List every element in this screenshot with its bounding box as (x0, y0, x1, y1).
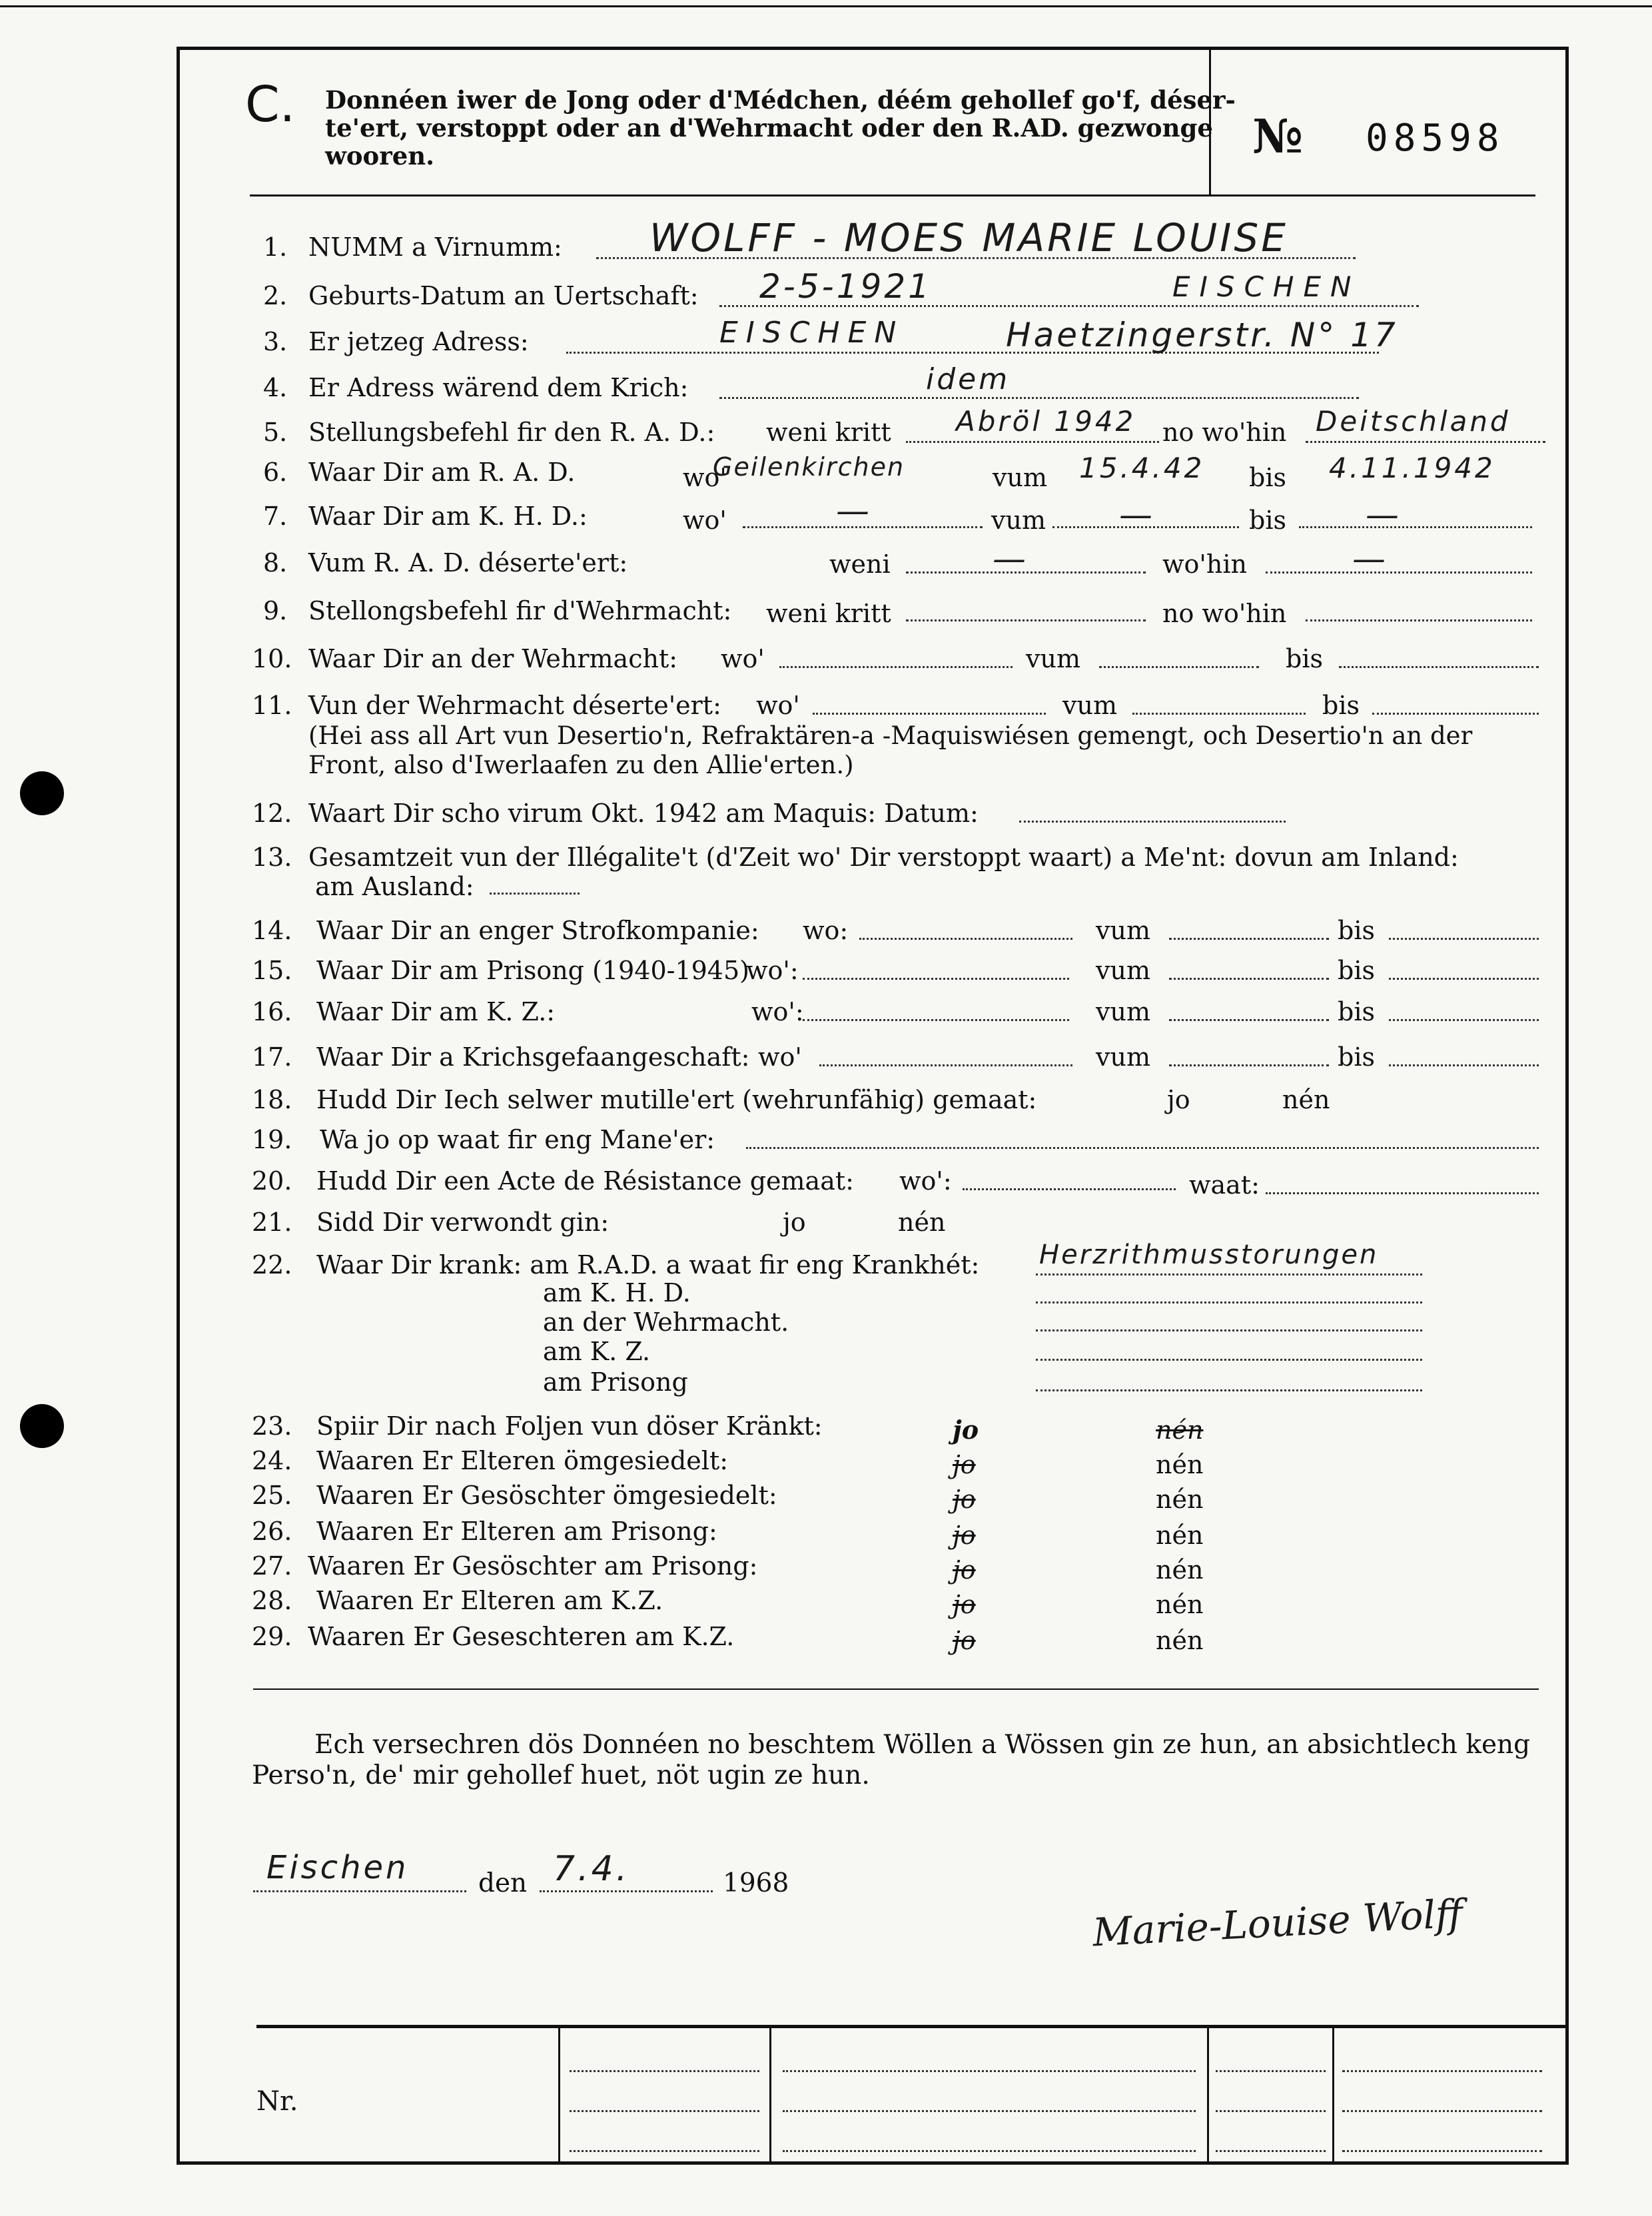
q20-number: 20. (252, 1166, 292, 1196)
q7-bis-label: bis (1249, 506, 1286, 535)
q17-bis-label: bis (1338, 1042, 1375, 1072)
q22-line-5 (1036, 1389, 1422, 1391)
q6-answer-from: 15.4.42 (1079, 452, 1205, 484)
q29-jo-option: jo (953, 1626, 976, 1655)
q21-nen-option: nén (898, 1208, 946, 1237)
q11-wo-line (813, 713, 1046, 715)
q8-number: 8. (263, 548, 288, 577)
q11-bis-label: bis (1322, 691, 1360, 720)
q9-number: 9. (263, 596, 288, 625)
q18-nen-option: nén (1282, 1085, 1330, 1114)
q19-number: 19. (252, 1125, 292, 1154)
q25-number: 25. (252, 1481, 292, 1510)
q16-bis-line (1389, 1019, 1539, 1021)
q11-vum-label: vum (1062, 691, 1117, 720)
q22-sub-kz: am K. Z. (543, 1337, 651, 1366)
signing-date-line (540, 1890, 713, 1892)
q10-vum-line (1099, 666, 1259, 668)
q17-number: 17. (252, 1042, 292, 1072)
q1-number: 1. (263, 232, 288, 262)
declaration-line2: Perso'n, de' mir gehollef huet, nöt ugin ze hun. (252, 1760, 870, 1790)
q25-jo-option: jo (953, 1485, 976, 1514)
q5-weni-label: weni kritt (766, 418, 891, 447)
footer-dot-3 (570, 2150, 759, 2152)
q2-answer-date: 2-5-1921 (759, 267, 932, 306)
q22-label: Waar Dir krank: am R.A.D. a waat fir eng Krankhét: (316, 1250, 980, 1280)
q21-jo-option: jo (783, 1208, 806, 1237)
q13-number: 13. (252, 843, 292, 872)
q19-label: Wa jo op waat fir eng Mane'er: (320, 1125, 715, 1154)
q15-label: Waar Dir am Prisong (1940-1945) (316, 956, 749, 985)
q20-label: Hudd Dir een Acte de Résistance gemaat: (316, 1166, 854, 1196)
q22-sub-prisong: am Prisong (543, 1367, 688, 1397)
signing-place: Eischen (266, 1849, 409, 1886)
q25-label: Waaren Er Gesöschter ömgesiedelt: (316, 1481, 777, 1510)
q24-jo-option: jo (953, 1450, 976, 1479)
q22-sub-wehrmacht: an der Wehrmacht. (543, 1307, 789, 1337)
footer-dot-9 (1216, 2150, 1326, 2152)
signing-date: 7.4. (553, 1849, 630, 1889)
q23-number: 23. (252, 1411, 292, 1441)
q13-label: Gesamtzeit vun der Illégalite't (d'Zeit wo' Dir verstoppt waart) a Me'nt: dovun am Inland: (308, 843, 1459, 872)
q10-wo-label: wo' (721, 644, 765, 673)
q8-label: Vum R. A. D. déserte'ert: (308, 548, 628, 577)
q12-date-line (1019, 821, 1286, 823)
q29-number: 29. (252, 1622, 292, 1651)
q17-vum-label: vum (1096, 1042, 1150, 1072)
q17-bis-line (1389, 1064, 1539, 1066)
header-rule (250, 194, 1535, 196)
q2-answer-place: EISCHEN (1172, 270, 1361, 303)
q22-number: 22. (252, 1250, 292, 1280)
q28-nen-option: nén (1156, 1590, 1204, 1619)
q7-bis-line (1299, 526, 1532, 528)
questions-end-rule (253, 1688, 1539, 1690)
q11-wo-label: wo' (756, 691, 800, 720)
q24-number: 24. (252, 1446, 292, 1475)
signing-den-label: den (478, 1868, 528, 1898)
footer-dot-6 (783, 2150, 1196, 2152)
q6-label: Waar Dir am R. A. D. (308, 458, 576, 487)
q23-label: Spiir Dir nach Foljen vun döser Kränkt: (316, 1411, 823, 1441)
q13-label-abroad: am Ausland: (315, 872, 474, 901)
footer-dot-1 (570, 2070, 759, 2072)
q4-number: 4. (263, 373, 288, 402)
q15-bis-label: bis (1338, 956, 1375, 985)
q15-vum-line (1169, 978, 1329, 980)
q21-label: Sidd Dir verwondt gin: (316, 1208, 610, 1237)
q17-wo-label: wo' (758, 1042, 802, 1072)
q3-answer-street: Haetzingerstr. N° 17 (1006, 316, 1398, 354)
q5-label: Stellungsbefehl fir den R. A. D.: (308, 418, 715, 447)
footer-divider-1 (558, 2025, 560, 2165)
q4-answer: idem (926, 362, 1011, 396)
number-sign: № (1252, 109, 1304, 164)
q6-wo-label: wo' (683, 463, 727, 492)
q19-fill-line (746, 1147, 1539, 1149)
q6-answer-place: Geilenkirchen (713, 452, 905, 482)
q29-label: Waaren Er Geseschteren am K.Z. (308, 1622, 735, 1651)
q26-jo-option: jo (953, 1521, 976, 1550)
section-letter: C. (245, 76, 296, 133)
q6-answer-to: 4.11.1942 (1329, 452, 1495, 484)
q29-nen-option: nén (1156, 1626, 1204, 1655)
q24-nen-option: nén (1156, 1450, 1204, 1479)
q28-number: 28. (252, 1586, 292, 1615)
q16-wo-label: wo': (751, 997, 804, 1026)
q10-bis-label: bis (1286, 644, 1323, 673)
declaration-line1: Ech versechren dös Donnéen no beschtem Wöllen a Wössen gin ze hun, an absichtlech keng (314, 1730, 1531, 1760)
footer-dot-5 (783, 2110, 1196, 2112)
q8-wohin-line (1266, 571, 1532, 573)
signature: Marie-Louise Wolff (1091, 1890, 1464, 1956)
q2-label: Geburts-Datum an Uertschaft: (308, 281, 699, 310)
q24-label: Waaren Er Elteren ömgesiedelt: (316, 1446, 729, 1475)
q16-number: 16. (252, 997, 292, 1026)
q12-number: 12. (252, 799, 292, 828)
header-title-line1: Donnéen iwer de Jong oder d'Médchen, déém gehollef go'f, déser- (325, 85, 1236, 115)
q10-vum-label: vum (1026, 644, 1080, 673)
q22-line-2 (1036, 1301, 1422, 1303)
footer-divider-3 (1207, 2025, 1209, 2165)
q6-number: 6. (263, 458, 288, 487)
q9-weni-line (906, 619, 1146, 621)
q25-nen-option: nén (1156, 1485, 1204, 1514)
q3-answer-city: EISCHEN (719, 316, 905, 350)
q7-bis-dash: — (1366, 496, 1402, 534)
q10-wo-line (779, 666, 1013, 668)
q9-weni-label: weni kritt (766, 599, 891, 628)
q1-answer-name: WOLFF - MOES MARIE LOUISE (649, 215, 1288, 260)
q15-wo-label: wo': (746, 956, 799, 985)
q6-bis-label: bis (1249, 463, 1286, 492)
q14-number: 14. (252, 916, 292, 945)
q2-number: 2. (263, 281, 288, 310)
q17-label: Waar Dir a Krichsgefaangeschaft: (316, 1042, 750, 1072)
q16-vum-label: vum (1096, 997, 1150, 1026)
q22-sub-khd: am K. H. D. (543, 1278, 691, 1307)
q17-vum-line (1169, 1064, 1329, 1066)
q17-wo-line (819, 1064, 1072, 1066)
q8-weni-dash: — (993, 540, 1029, 578)
q26-label: Waaren Er Elteren am Prisong: (316, 1517, 717, 1546)
q8-weni-label: weni (829, 550, 891, 579)
q20-waat-label: waat: (1189, 1170, 1260, 1200)
q27-label: Waaren Er Gesöschter am Prisong: (308, 1551, 758, 1581)
q15-wo-line (803, 978, 1069, 980)
q12-label: Waart Dir scho virum Okt. 1942 am Maquis: Datum: (308, 799, 979, 828)
q27-number: 27. (252, 1551, 292, 1581)
q11-label: Vun der Wehrmacht déserte'ert: (308, 691, 721, 720)
q22-answer-illness: Herzrithmusstorungen (1039, 1240, 1379, 1270)
q5-answer-date: Abröl 1942 (956, 405, 1136, 438)
q3-label: Er jetzeg Adress: (308, 327, 529, 356)
q14-label: Waar Dir an enger Strofkompanie: (316, 916, 759, 945)
q11-note-line1: (Hei ass all Art vun Desertio'n, Refraktären-a -Maquiswiésen gemengt, och Desertio'n an der (308, 721, 1473, 750)
q7-wo-label: wo' (683, 506, 727, 535)
q13-abroad-line (490, 893, 580, 895)
q10-label: Waar Dir an der Wehrmacht: (308, 644, 678, 673)
q9-wohin-label: no wo'hin (1162, 599, 1287, 628)
q8-wohin-label: wo'hin (1162, 550, 1247, 579)
q11-note-line2: Front, also d'Iwerlaafen zu den Allie'erten.) (308, 751, 854, 779)
footer-dot-7 (1216, 2070, 1326, 2072)
q9-label: Stellongsbefehl fir d'Wehrmacht: (308, 596, 732, 625)
q3-number: 3. (263, 327, 288, 356)
q15-bis-line (1389, 978, 1539, 980)
q11-bis-line (1372, 713, 1539, 715)
q18-label: Hudd Dir Iech selwer mutille'ert (wehrunfähig) gemaat: (316, 1085, 1037, 1114)
signing-year: 1968 (723, 1868, 789, 1898)
q18-jo-option: jo (1167, 1085, 1190, 1114)
q14-wo-label: wo: (803, 916, 849, 945)
q1-label: NUMM a Virnumm: (308, 232, 562, 262)
q5-wohin-label: no wo'hin (1162, 418, 1287, 447)
q20-wo-line (963, 1188, 1176, 1190)
footer-nr-label: Nr. (256, 2086, 298, 2117)
q7-vum-label: vum (991, 506, 1046, 535)
footer-dot-10 (1342, 2070, 1542, 2072)
q16-vum-line (1169, 1019, 1329, 1021)
q4-label: Er Adress wärend dem Krich: (308, 373, 689, 402)
footer-dot-4 (783, 2070, 1196, 2072)
q5-number: 5. (263, 418, 288, 447)
q15-number: 15. (252, 956, 292, 985)
q15-vum-label: vum (1096, 956, 1150, 985)
q16-label: Waar Dir am K. Z.: (316, 997, 556, 1026)
q7-number: 7. (263, 502, 288, 531)
q14-wo-line (859, 938, 1072, 940)
q8-wohin-dash: — (1352, 540, 1388, 578)
q7-wo-dash: — (836, 492, 872, 530)
q6-vum-label: vum (993, 463, 1047, 492)
q14-vum-line (1169, 938, 1329, 940)
footer-dot-2 (570, 2110, 759, 2112)
q22-line-1 (1036, 1274, 1422, 1276)
q10-bis-line (1339, 666, 1539, 668)
q16-bis-label: bis (1338, 997, 1375, 1026)
footer-top-rule (256, 2025, 1565, 2028)
q20-waat-line (1266, 1192, 1539, 1194)
q28-label: Waaren Er Elteren am K.Z. (316, 1586, 663, 1615)
q20-wo-label: wo': (899, 1166, 952, 1196)
q27-jo-option: jo (953, 1555, 976, 1585)
q22-line-4 (1036, 1359, 1422, 1361)
q18-number: 18. (252, 1085, 292, 1114)
signing-place-line (253, 1890, 466, 1892)
header-title-line2: te'ert, verstoppt oder an d'Wehrmacht oder den R.AD. gezwonge (325, 113, 1213, 143)
q23-nen-option: nén (1156, 1415, 1204, 1445)
q7-label: Waar Dir am K. H. D.: (308, 502, 588, 531)
q4-fill-line (719, 397, 1359, 399)
q11-number: 11. (252, 691, 292, 720)
punch-hole-top (20, 771, 64, 815)
q10-number: 10. (252, 644, 292, 673)
q7-vum-dash: — (1119, 496, 1155, 534)
q14-vum-label: vum (1096, 916, 1150, 945)
q11-vum-line (1132, 713, 1306, 715)
q27-nen-option: nén (1156, 1555, 1204, 1585)
q26-number: 26. (252, 1517, 292, 1546)
q21-number: 21. (252, 1208, 292, 1237)
punch-hole-bottom (20, 1404, 64, 1448)
q23-jo-option: jo (953, 1415, 979, 1445)
header-divider (1209, 47, 1211, 196)
footer-divider-2 (769, 2025, 771, 2165)
header-title-line3: wooren. (325, 141, 435, 171)
footer-dot-12 (1342, 2150, 1542, 2152)
q14-bis-label: bis (1338, 916, 1375, 945)
q5-date-line (906, 441, 1159, 443)
form-number: 08598 (1366, 117, 1505, 160)
q26-nen-option: nén (1156, 1521, 1204, 1550)
q22-line-3 (1036, 1329, 1422, 1331)
q9-wohin-line (1306, 619, 1532, 621)
q5-answer-destination: Deitschland (1316, 405, 1511, 438)
footer-dot-8 (1216, 2110, 1326, 2112)
q5-wohin-line (1306, 441, 1545, 443)
q16-wo-line (803, 1019, 1069, 1021)
q14-bis-line (1389, 938, 1539, 940)
q28-jo-option: jo (953, 1590, 976, 1619)
footer-divider-4 (1332, 2025, 1334, 2165)
top-edge-line (0, 5, 1652, 7)
footer-dot-11 (1342, 2110, 1542, 2112)
